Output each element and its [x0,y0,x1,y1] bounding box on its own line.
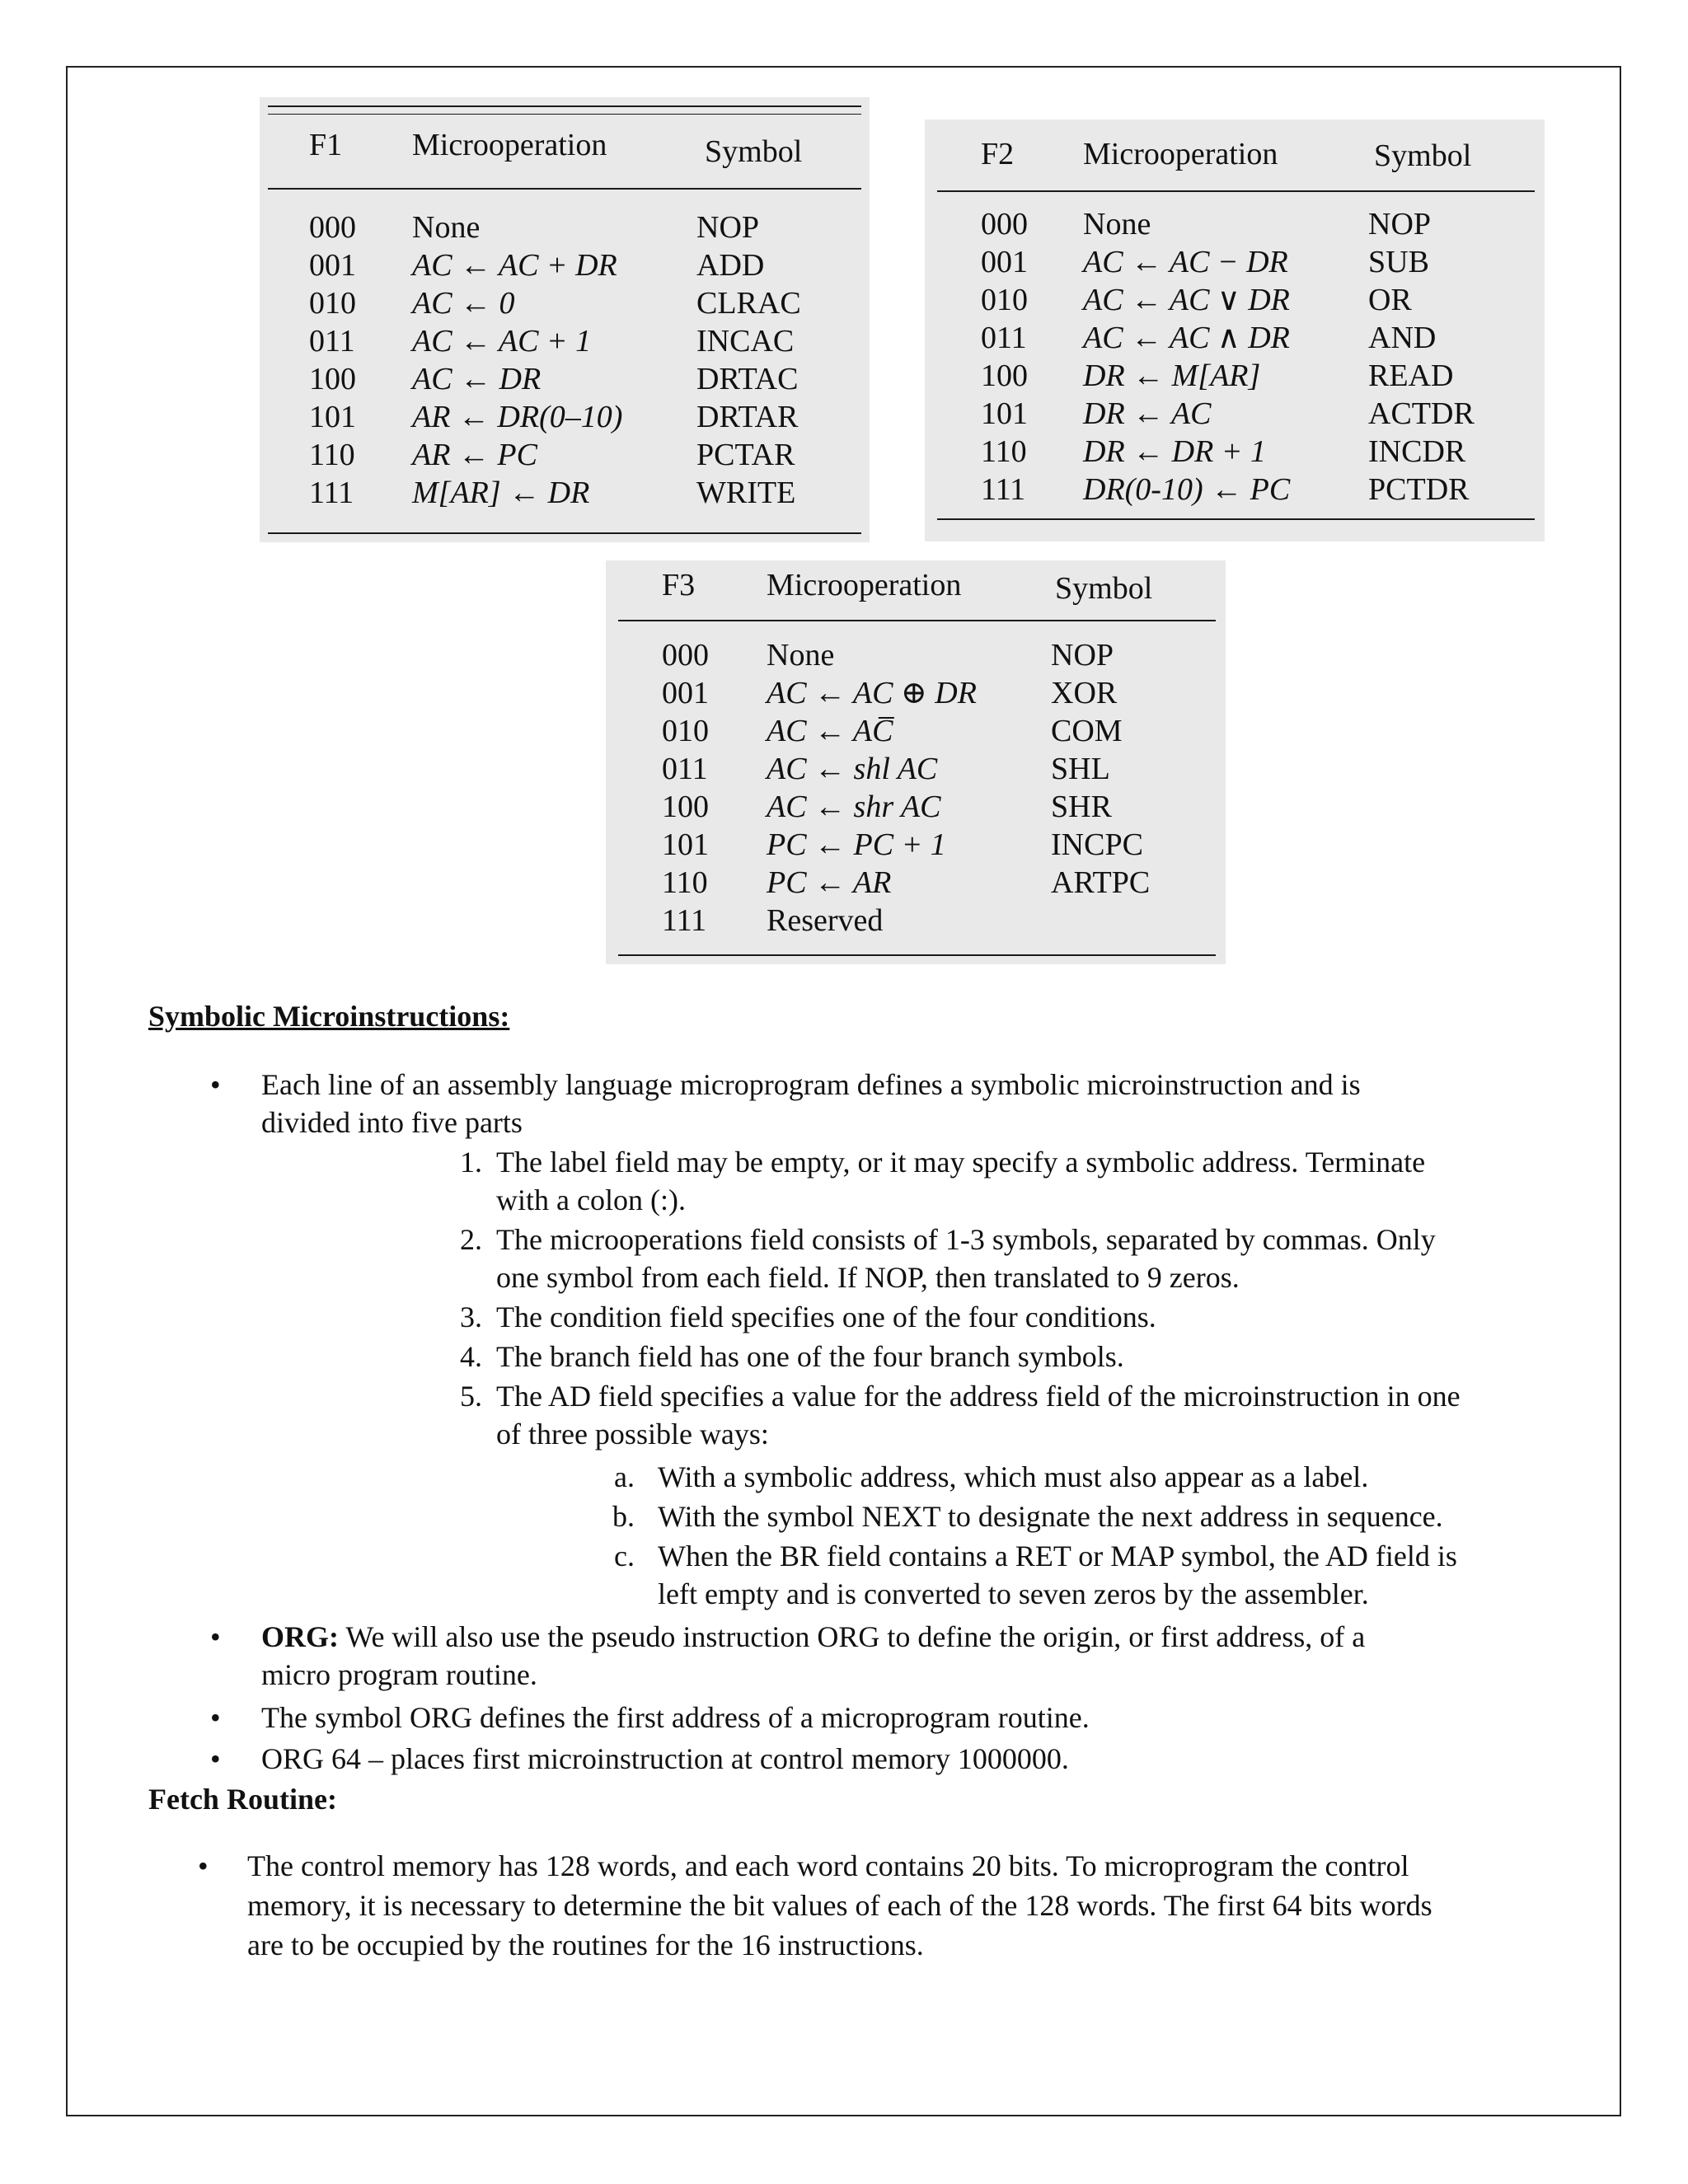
symbol-cell: SUB [1368,245,1429,279]
symbol-cell: COM [1051,714,1123,748]
symbol-cell: NOP [1051,638,1114,673]
op-cell: DR ← AC [1083,396,1212,431]
item-line: The branch field has one of the four branch symbols. [496,1340,1124,1373]
op-cell: Reserved [767,903,884,938]
op-cell: AC ← AC̅ [767,714,893,748]
item-number: 4. [460,1340,482,1373]
op-cell: AC ← DR [412,362,542,396]
table-row [606,674,1226,712]
code-cell: 011 [981,321,1027,355]
item-line: with a colon (:). [496,1183,686,1216]
item-line: The label field may be empty, or it may specify a symbolic address. Terminate [496,1146,1426,1179]
symbol-header: Symbol [1055,571,1153,606]
table-row [260,436,870,474]
subitem-letter: a. [614,1460,635,1493]
symbol-cell: PCTAR [696,438,795,472]
field-header: F1 [309,128,343,162]
code-cell: 011 [309,324,355,359]
code-cell: 010 [662,714,709,748]
fetch-line3: are to be occupied by the routines for the 16 instructions. [247,1929,924,1961]
fetch-routine-heading: Fetch Routine: [148,1783,337,1816]
code-cell: 111 [981,472,1026,507]
symbol-cell: READ [1368,359,1454,393]
bullet-dot: • [210,1742,221,1775]
fetch-line1: The control memory has 128 words, and each word contains 20 bits. To microprogram the control [247,1849,1409,1882]
op-cell: DR(0-10) ← PC [1083,472,1291,507]
bullet-dot: • [210,1068,221,1101]
bullet4: ORG 64 – places first microinstruction at control memory 1000000. [261,1742,1069,1775]
table-row [925,357,1545,395]
code-cell: 000 [309,210,356,245]
symbol-cell: PCTDR [1368,472,1470,507]
item-number: 1. [460,1146,482,1179]
subitem-line: With a symbolic address, which must also appear as a label. [658,1460,1369,1493]
item-line: The condition field specifies one of the four conditions. [496,1301,1156,1333]
table-row [260,360,870,398]
code-cell: 101 [662,827,709,862]
op-cell: AC ← AC − DR [1083,245,1288,279]
table-row [606,826,1226,864]
header-rule [618,620,1216,621]
code-cell: 000 [981,207,1028,241]
code-cell: 010 [981,283,1028,317]
code-cell: 100 [309,362,356,396]
item-number: 5. [460,1380,482,1413]
fetch-line2: memory, it is necessary to determine the bit values of each of the 128 words. The first 64 bits words [247,1889,1432,1922]
table-bottom-rule [937,518,1535,520]
table-row [925,205,1545,243]
code-cell: 101 [309,400,356,434]
item-line: of three possible ways: [496,1418,769,1451]
table-bottom-rule [268,532,861,534]
code-cell: 001 [309,248,356,283]
op-cell: AR ← PC [412,438,537,472]
code-cell: 000 [662,638,709,673]
symbol-cell: SHL [1051,752,1110,786]
code-cell: 111 [662,903,707,938]
table-row [260,322,870,360]
table-row [925,433,1545,471]
op-cell: AC ← shr AC [767,790,941,824]
item-number: 2. [460,1223,482,1256]
symbol-cell: XOR [1051,676,1118,710]
symbol-cell: WRITE [696,476,796,510]
table-row [925,471,1545,509]
symbol-cell: INCPC [1051,827,1143,862]
org-label: ORG: [261,1620,339,1653]
microoperation-header: Microoperation [412,128,607,162]
table-row [260,474,870,512]
bullet-dot: • [198,1849,209,1882]
op-cell: AC ← AC ∨ DR [1083,283,1290,317]
op-cell: AC ← 0 [412,286,515,321]
symbol-cell: DRTAC [696,362,799,396]
symbol-cell: NOP [1368,207,1432,241]
op-cell: AC ← AC + DR [412,248,617,283]
op-cell: None [412,210,481,245]
symbol-cell: ARTPC [1051,865,1151,900]
code-cell: 010 [309,286,356,321]
field-header: F2 [981,137,1015,171]
op-cell: M[AR] ← DR [412,476,590,510]
table-row [606,788,1226,826]
code-cell: 101 [981,396,1028,431]
header-rule [268,188,861,190]
bullet-dot: • [210,1701,221,1734]
op-cell: AC ← shl AC [767,752,938,786]
item-line: The AD field specifies a value for the address field of the microinstruction in one [496,1380,1461,1413]
op-cell: AC ← AC ∧ DR [1083,321,1290,355]
table-row [606,712,1226,750]
table-row [606,750,1226,788]
table-row [260,284,870,322]
op-cell: AC ← AC ⊕ DR [767,676,977,710]
op-cell: PC ← PC + 1 [767,827,946,862]
table-row [925,281,1545,319]
op-cell: AR ← DR(0–10) [412,400,623,434]
symbol-cell: OR [1368,283,1412,317]
org-text: We will also use the pseudo instruction ORG to define the origin, or first address, of a [339,1620,1366,1653]
subitem-letter: c. [614,1540,635,1572]
bullet3: The symbol ORG defines the first address of a microprogram routine. [261,1701,1090,1734]
op-cell: DR ← M[AR] [1083,359,1261,393]
symbol-header: Symbol [1374,138,1472,173]
symbolic-microinstructions-heading: Symbolic Microinstructions: [148,1000,510,1033]
table-f2 [925,120,1545,541]
code-cell: 001 [981,245,1028,279]
item-number: 3. [460,1301,482,1333]
table-f3 [606,560,1226,964]
table-row [925,319,1545,357]
microoperation-header: Microoperation [767,568,962,602]
table-row [606,902,1226,940]
table-row [606,636,1226,674]
code-cell: 110 [981,434,1027,469]
code-cell: 100 [981,359,1028,393]
code-cell: 001 [662,676,709,710]
table-row [260,246,870,284]
symbol-cell: INCAC [696,324,795,359]
table-row [606,864,1226,902]
op-cell: None [1083,207,1151,241]
header-rule [937,190,1535,192]
symbol-cell: NOP [696,210,760,245]
subitem-letter: b. [612,1500,635,1533]
bullet1-line2: divided into five parts [261,1106,523,1139]
op-cell: PC ← AR [767,865,892,900]
code-cell: 011 [662,752,708,786]
org-line1 [261,1617,1365,1657]
microoperation-header: Microoperation [1083,137,1278,171]
code-cell: 100 [662,790,709,824]
symbol-cell: ADD [696,248,765,283]
table-row [260,398,870,436]
symbol-cell: CLRAC [696,286,801,321]
item-line: The microoperations field consists of 1-3 symbols, separated by commas. Only [496,1223,1436,1256]
subitem-line: When the BR field contains a RET or MAP symbol, the AD field is [658,1540,1457,1572]
table-row [260,209,870,246]
op-cell: None [767,638,835,673]
subitem-line: With the symbol NEXT to designate the next address in sequence. [658,1500,1443,1533]
symbol-cell: INCDR [1368,434,1466,469]
table-row [925,395,1545,433]
symbol-cell: SHR [1051,790,1112,824]
symbol-cell: ACTDR [1368,396,1475,431]
symbol-cell: AND [1368,321,1437,355]
bullet-dot: • [210,1620,221,1653]
org-line2: micro program routine. [261,1658,537,1691]
op-cell: AC ← AC + 1 [412,324,592,359]
symbol-cell: DRTAR [696,400,799,434]
table-bottom-rule [618,954,1216,956]
table-top-rule-2 [268,114,861,115]
table-top-rule [268,105,861,107]
code-cell: 111 [309,476,354,510]
bullet1-line1: Each line of an assembly language microprogram defines a symbolic microinstruction and is [261,1068,1361,1101]
symbol-header: Symbol [705,134,803,169]
table-f1 [260,97,870,542]
subitem-line: left empty and is converted to seven zeros by the assembler. [658,1577,1369,1610]
item-line: one symbol from each field. If NOP, then translated to 9 zeros. [496,1261,1240,1294]
op-cell: DR ← DR + 1 [1083,434,1266,469]
table-row [925,243,1545,281]
field-header: F3 [662,568,696,602]
code-cell: 110 [309,438,355,472]
code-cell: 110 [662,865,708,900]
